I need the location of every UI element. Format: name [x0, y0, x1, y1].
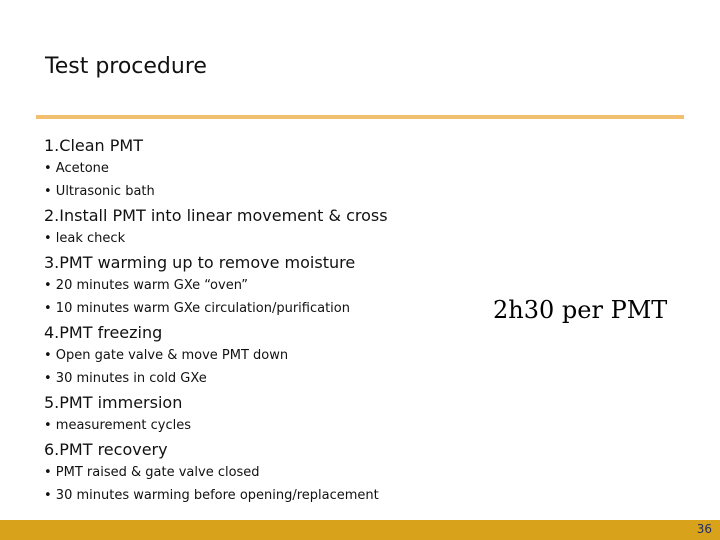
- step-1-item-2: • Ultrasonic bath: [44, 184, 155, 199]
- slide-title: Test procedure: [45, 54, 207, 79]
- step-6-item-1: • PMT raised & gate valve closed: [44, 465, 260, 480]
- step-2-item-1: • leak check: [44, 231, 126, 246]
- step-1-label: 1.Clean PMT: [44, 136, 143, 155]
- duration-callout: 2h30 per PMT: [493, 296, 668, 324]
- procedure-list: [44, 136, 484, 510]
- page-number: 36: [696, 522, 712, 536]
- step-1-item-1: • Acetone: [44, 161, 109, 176]
- step-2-label: 2.Install PMT into linear movement & cross: [44, 206, 388, 225]
- step-4-label: 4.PMT freezing: [44, 323, 163, 342]
- step-3-item-2: • 10 minutes warm GXe circulation/purification: [44, 301, 350, 316]
- step-5-label: 5.PMT immersion: [44, 393, 183, 412]
- step-6-label: 6.PMT recovery: [44, 440, 168, 459]
- step-5-item-1: • measurement cycles: [44, 418, 191, 433]
- title-divider: [36, 115, 684, 119]
- step-4-item-2: • 30 minutes in cold GXe: [44, 371, 207, 386]
- footer-bar: [0, 520, 720, 540]
- step-3-label: 3.PMT warming up to remove moisture: [44, 253, 356, 272]
- step-4-item-1: • Open gate valve & move PMT down: [44, 348, 289, 363]
- step-3-item-1: • 20 minutes warm GXe “oven”: [44, 278, 248, 293]
- step-6-item-2: • 30 minutes warming before opening/replacement: [44, 488, 379, 503]
